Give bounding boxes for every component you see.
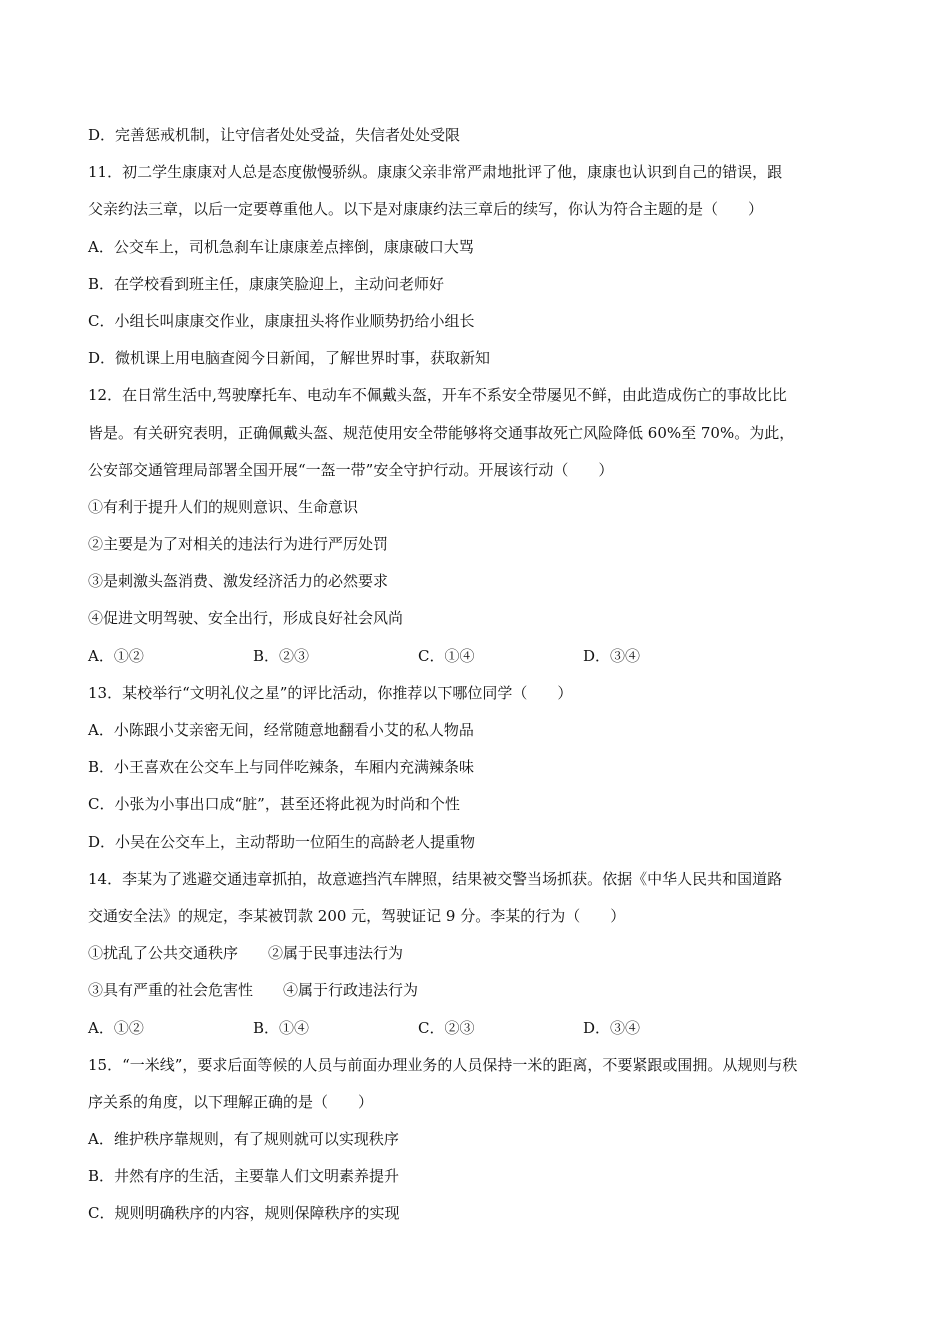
q14-statement-1: ①扰乱了公共交通秩序 xyxy=(88,944,239,963)
q14-statements-row-1 xyxy=(88,935,878,972)
q15-option-a: A．维护秩序靠规则，有了规则就可以实现秩序 xyxy=(88,1130,399,1149)
q13-option-a: A．小陈跟小艾亲密无间，经常随意地翻看小艾的私人物品 xyxy=(88,721,474,739)
q12-options xyxy=(88,638,878,675)
q14-statements-row-2 xyxy=(88,972,878,1009)
q11-stem-line-1: 11．初二学生康康对人总是态度傲慢骄纵。康康父亲非常严肃地批评了他，康康也认识到自己的错误，跟 xyxy=(88,163,783,182)
q12-statement-3: ③是刺激头盔消费、激发经济活力的必然要求 xyxy=(88,572,389,591)
q14-option-d: D．③④ xyxy=(583,1018,641,1037)
q12-stem-line-2: 皆是。有关研究表明，正确佩戴头盔、规范使用安全带能够将交通事故死亡风险降低 60%至 70%。为此， xyxy=(88,423,795,442)
q12-option-a: A．①② xyxy=(88,646,144,665)
q14-statement-2: ②属于民事违法行为 xyxy=(268,944,404,963)
q12-option-b: B．②③ xyxy=(253,646,310,665)
q15-stem-line-2: 序关系的角度，以下理解正确的是（ ） xyxy=(88,1092,374,1111)
q12-option-c: C．①④ xyxy=(418,646,475,665)
document-page xyxy=(88,117,878,1233)
q12-stem-line-1: 12．在日常生活中,驾驶摩托车、电动车不佩戴头盔，开车不系安全带屡见不鲜，由此造成伤亡的事故比比 xyxy=(88,386,787,405)
q11-stem-line-2: 父亲约法三章，以后一定要尊重他人。以下是对康康约法三章后的续写，你认为符合主题的是（ ） xyxy=(88,200,764,219)
q12-statement-1: ①有利于提升人们的规则意识、生命意识 xyxy=(88,497,359,516)
q10-option-d: D．完善惩戒机制，让守信者处处受益，失信者处处受限 xyxy=(88,126,461,144)
q13-option-b: B．小王喜欢在公交车上与同伴吃辣条，车厢内充满辣条味 xyxy=(88,758,475,777)
q11-option-d: D．微机课上用电脑查阅今日新闻，了解世界时事，获取新知 xyxy=(88,349,491,368)
q12-option-d: D．③④ xyxy=(583,646,641,665)
q11-option-a: A．公交车上，司机急刹车让康康差点摔倒，康康破口大骂 xyxy=(88,237,474,256)
q11-option-c: C．小组长叫康康交作业，康康扭头将作业顺势扔给小组长 xyxy=(88,311,475,330)
q13-option-c: C．小张为小事出口成“脏”，甚至还将此视为时尚和个性 xyxy=(88,795,460,814)
q15-stem-line-1: 15．“一米线”，要求后面等候的人员与前面办理业务的人员保持一米的距离，不要紧跟或围拥。从规则与秩 xyxy=(88,1055,798,1074)
q14-options xyxy=(88,1010,878,1047)
q14-option-c: C．②③ xyxy=(418,1018,475,1037)
q13-option-d: D．小吴在公交车上，主动帮助一位陌生的高龄老人提重物 xyxy=(88,832,476,851)
q14-option-b: B．①④ xyxy=(253,1018,310,1037)
q14-option-a: A．①② xyxy=(88,1018,144,1037)
q13-stem: 13．某校举行“文明礼仪之星”的评比活动，你推荐以下哪位同学（ ） xyxy=(88,683,573,702)
q15-option-c: C．规则明确秩序的内容，规则保障秩序的实现 xyxy=(88,1204,400,1223)
q11-option-b: B．在学校看到班主任，康康笑脸迎上，主动问老师好 xyxy=(88,274,445,293)
q14-stem-line-1: 14．李某为了逃避交通违章抓拍，故意遮挡汽车牌照，结果被交警当场抓获。依据《中华人民共和国道路 xyxy=(88,869,783,888)
q12-stem-line-3: 公安部交通管理局部署全国开展“一盔一带”安全守护行动。开展该行动（ ） xyxy=(88,460,614,479)
q15-option-b: B．井然有序的生活，主要靠人们文明素养提升 xyxy=(88,1167,400,1186)
q12-statement-2: ②主要是为了对相关的违法行为进行严厉处罚 xyxy=(88,535,389,554)
q14-statement-3: ③具有严重的社会危害性 xyxy=(88,981,254,1000)
q12-statement-4: ④促进文明驾驶、安全出行，形成良好社会风尚 xyxy=(88,609,404,628)
q14-stem-line-2: 交通安全法》的规定，李某被罚款 200 元，驾驶证记 9 分。李某的行为（ ） xyxy=(88,906,626,925)
q14-statement-4: ④属于行政违法行为 xyxy=(283,981,419,1000)
